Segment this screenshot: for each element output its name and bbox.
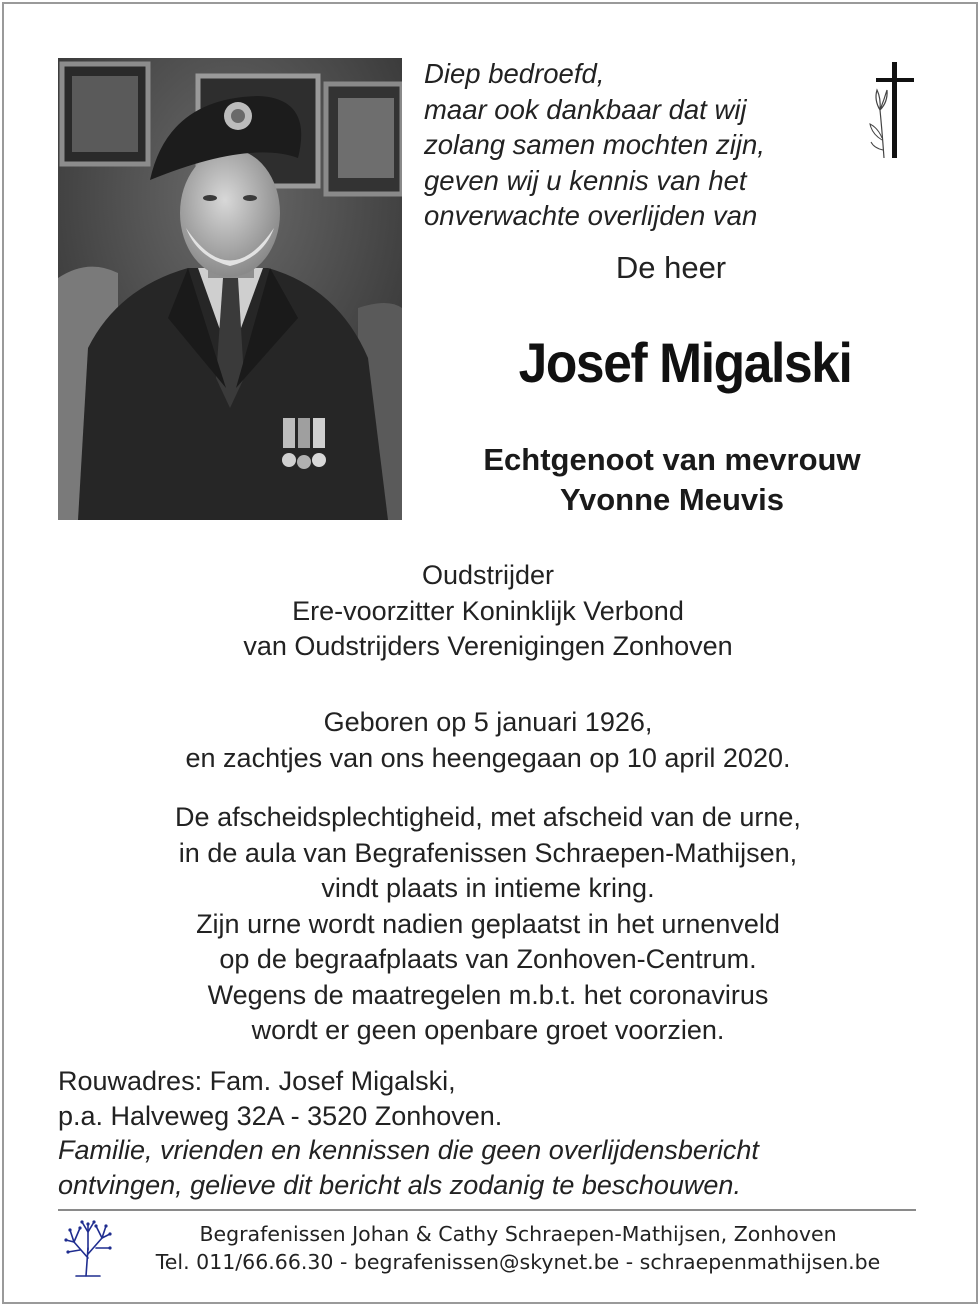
tree-logo-icon xyxy=(62,1218,114,1278)
cross-with-tulip-icon xyxy=(868,60,920,160)
intro-line: geven wij u kennis van het xyxy=(424,164,747,196)
intro-line: zolang samen mochten zijn, xyxy=(424,129,765,160)
divider xyxy=(58,1209,916,1211)
salutation: De heer xyxy=(615,250,727,285)
address-line: p.a. Halveweg 32A - 3520 Zonhoven. xyxy=(58,1100,503,1131)
title-line: Oudstrijder xyxy=(421,560,555,590)
ceremony-line: Zijn urne wordt nadien geplaatst in het urnenveld xyxy=(196,908,780,939)
address-line: Rouwadres: Fam. Josef Migalski, xyxy=(58,1066,456,1096)
ceremony-line: op de begraafplaats van Zonhoven-Centrum. xyxy=(219,944,757,974)
funeral-home-contact: Tel. 011/66.66.30 - begrafenissen@skynet.be - schraepenmathijsen.be xyxy=(155,1250,881,1274)
birth-date-line: Geboren op 5 januari 1926, xyxy=(323,707,653,737)
intro-line: maar ook dankbaar dat wij xyxy=(424,93,747,125)
deceased-name: Josef Migalski xyxy=(518,331,852,394)
spouse-name: Yvonne Meuvis xyxy=(560,482,784,517)
spouse-info xyxy=(420,440,924,520)
mourning-address xyxy=(58,1064,938,1202)
ceremony-line: vindt plaats in intieme kring. xyxy=(321,873,655,903)
honorary-titles xyxy=(0,558,976,665)
life-dates xyxy=(0,705,976,776)
portrait-photo xyxy=(58,58,402,520)
ceremony-line: in de aula van Begrafenissen Schraepen-Mathijsen, xyxy=(178,837,798,868)
title-line: Ere-voorzitter Koninklijk Verbond xyxy=(292,595,684,626)
notice-line: ontvingen, gelieve dit bericht als zodanig te beschouwen. xyxy=(58,1169,741,1200)
ceremony-line: wordt er geen openbare groet voorzien. xyxy=(251,1015,725,1045)
funeral-home-name: Begrafenissen Johan & Cathy Schraepen-Mathijsen, Zonhoven xyxy=(199,1222,837,1246)
intro-line: Diep bedroefd, xyxy=(424,58,605,89)
title-line: van Oudstrijders Verenigingen Zonhoven xyxy=(243,631,733,661)
notice-line: Familie, vrienden en kennissen die geen overlijdensbericht xyxy=(58,1135,759,1165)
death-date-line: en zachtjes van ons heengegaan op 10 april 2020. xyxy=(185,742,791,773)
ceremony-line: De afscheidsplechtigheid, met afscheid van de urne, xyxy=(175,802,801,832)
spouse-line: Echtgenoot van mevrouw xyxy=(483,442,861,477)
ceremony-line: Wegens de maatregelen m.b.t. het coronavirus xyxy=(207,979,769,1010)
intro-line: onverwachte overlijden van xyxy=(424,200,758,231)
intro-text xyxy=(424,56,854,234)
ceremony-details xyxy=(0,800,976,1049)
